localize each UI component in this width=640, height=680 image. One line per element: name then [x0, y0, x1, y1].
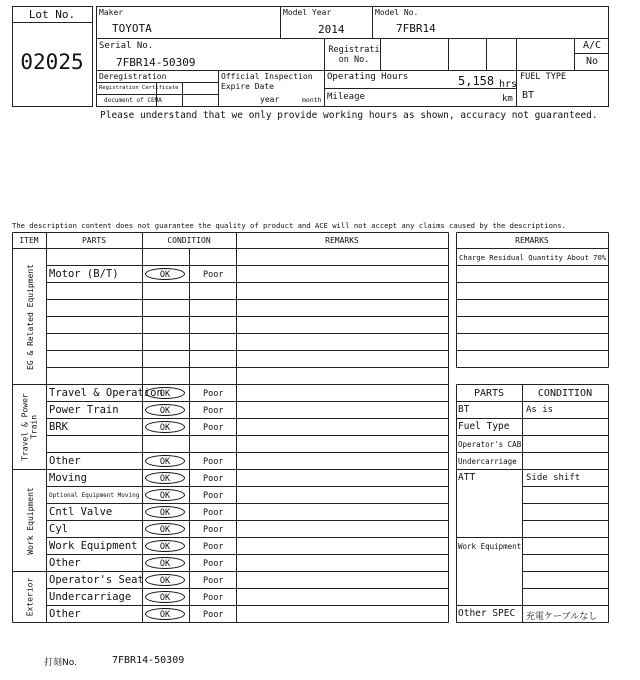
ok-mark: OK [145, 472, 185, 484]
spec-part-label: Work Equipment [458, 541, 522, 551]
spec-part-label: Other SPEC [458, 607, 516, 619]
ok-mark: OK [145, 506, 185, 518]
spec-condition-value: 充電ケーブルなし [526, 611, 598, 622]
poor-label: Poor [203, 388, 224, 399]
operating-hours-label: Operating Hours [327, 72, 409, 82]
poor-label: Poor [203, 592, 224, 603]
ac-label: A/C [582, 40, 602, 51]
part-label: Cyl [49, 522, 68, 535]
fuel-type-value: BT [522, 90, 535, 101]
ok-mark: OK [145, 404, 185, 416]
spec-part-label: Operator's CAB [458, 439, 522, 449]
remarks-header: REMARKS [325, 236, 359, 245]
remarks-box-header: REMARKS [515, 236, 549, 245]
section-label-1: Travel & Power Train [20, 393, 39, 461]
poor-label: Poor [203, 473, 224, 484]
part-label: BRK [49, 420, 68, 433]
part-label: Travel & Operation [49, 386, 163, 399]
poor-label: Poor [203, 609, 224, 620]
spec-condition-header: CONDITION [537, 388, 593, 399]
ok-mark: OK [145, 591, 185, 603]
part-label: Moving [49, 471, 87, 484]
ok-mark: OK [145, 574, 185, 586]
poor-label: Poor [203, 507, 224, 518]
disclaimer-text: The description content does not guarantee the quality of product and ACE will not accept any claims caused by the descriptions. [12, 221, 566, 230]
serial-no-value: 7FBR14-50309 [116, 56, 196, 69]
ok-mark: OK [145, 268, 185, 280]
ok-mark: OK [145, 421, 185, 433]
spec-parts-header: PARTS [473, 388, 505, 399]
maker-value: TOYOTA [112, 22, 152, 35]
ok-mark: OK [145, 540, 185, 552]
operating-hours-value: 5,158 [458, 74, 495, 88]
document-cema-label: document of CEMA [104, 97, 162, 104]
part-label: Undercarriage [49, 590, 132, 603]
part-label: Power Train [49, 403, 119, 416]
ok-mark: OK [145, 489, 185, 501]
part-label: Work Equipment [49, 539, 138, 552]
part-label: Cntl Valve [49, 505, 113, 518]
part-label: Operator's Seat [49, 573, 144, 586]
spec-part-label: ATT [458, 471, 476, 483]
remarks-first-line: Charge Residual Quantity About 70% [459, 253, 607, 262]
part-label: Motor (B/T) [49, 267, 119, 280]
part-label: Other [49, 607, 81, 620]
serial-no-label: Serial No. [99, 41, 154, 51]
poor-label: Poor [203, 490, 224, 501]
spec-part-label: Fuel Type [458, 420, 510, 432]
ok-mark: OK [145, 455, 185, 467]
accuracy-notice: Please understand that we only provide working hours as shown, accuracy not guaranteed. [100, 110, 598, 121]
deregistration-label: Deregistration [99, 72, 167, 81]
ok-mark: OK [145, 523, 185, 535]
section-label-2: Work Equipment [25, 486, 34, 555]
year-label: year [260, 95, 280, 104]
spec-part-label: BT [458, 403, 470, 415]
spec-condition-value: As is [526, 404, 554, 415]
official-inspection-label: Official Inspection Expire Date [221, 72, 313, 91]
stamp-value: 7FBR14-50309 [112, 655, 185, 666]
ok-mark: OK [145, 387, 185, 399]
ac-value: No [585, 56, 599, 67]
poor-label: Poor [203, 269, 224, 280]
maker-label: Maker [99, 8, 124, 17]
stamp-label: 打刻No. [44, 658, 77, 668]
lot-number: 02025 [20, 50, 84, 74]
poor-label: Poor [203, 524, 224, 535]
spec-part-label: Undercarriage [458, 456, 517, 466]
month-label: month [302, 96, 322, 104]
lot-no-label: Lot No. [28, 8, 76, 21]
poor-label: Poor [203, 558, 224, 569]
poor-label: Poor [203, 405, 224, 416]
model-year-label: Model Year [283, 8, 332, 17]
model-year-value: 2014 [318, 23, 345, 36]
ok-mark: OK [145, 608, 185, 620]
poor-label: Poor [203, 575, 224, 586]
registration-no-label: Registrati on No. [328, 45, 380, 65]
mileage-label: Mileage [327, 92, 365, 102]
poor-label: Poor [203, 541, 224, 552]
poor-label: Poor [203, 456, 224, 467]
condition-header: CONDITION [167, 236, 211, 245]
item-header: ITEM [19, 236, 39, 245]
model-no-value: 7FBR14 [396, 22, 436, 35]
section-label-3: Exterior [25, 577, 34, 617]
section-label-0: EG & Related Equipment [25, 263, 34, 370]
hrs-unit: hrs [499, 79, 518, 90]
part-label: Other [49, 556, 81, 569]
registration-certificate-label: Registration Certificate [99, 85, 179, 91]
ok-mark: OK [145, 557, 185, 569]
fuel-type-label: FUEL TYPE [520, 72, 567, 82]
part-label: Optional Equipment Moving [49, 491, 140, 499]
km-unit: km [502, 94, 513, 104]
parts-header: PARTS [81, 236, 107, 245]
part-label: Other [49, 454, 81, 467]
spec-condition-value: Side shift [526, 472, 581, 483]
model-no-label: Model No. [375, 8, 419, 17]
poor-label: Poor [203, 422, 224, 433]
